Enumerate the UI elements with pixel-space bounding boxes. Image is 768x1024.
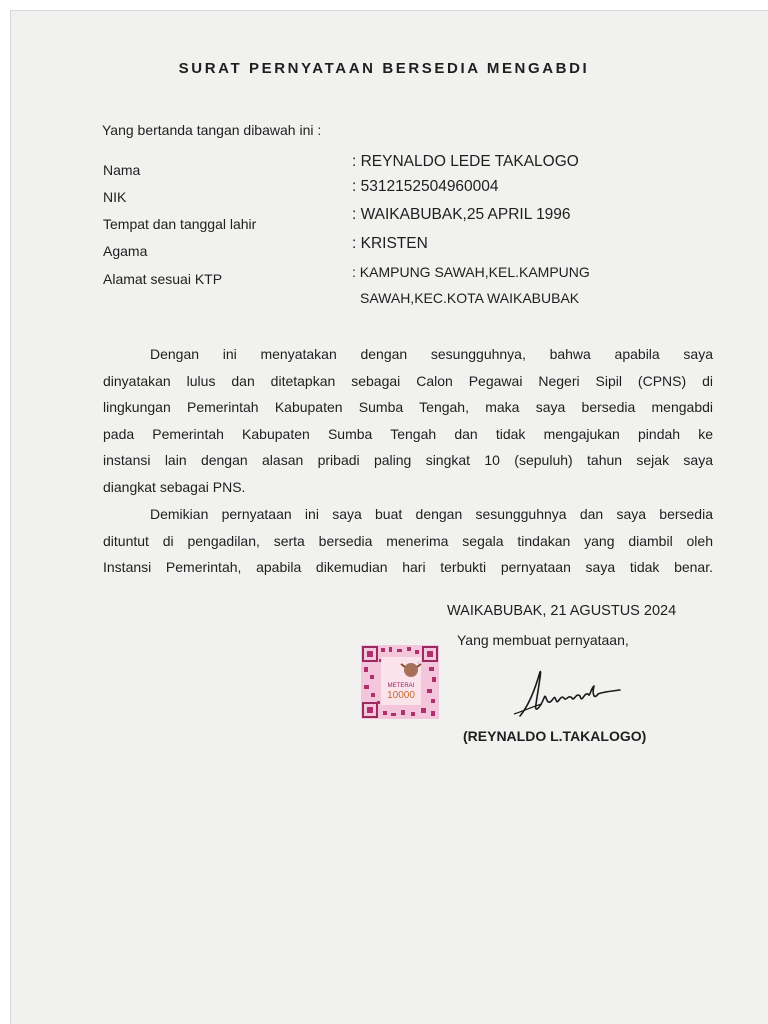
paragraph-closing <box>103 501 713 581</box>
label-ttl: Tempat dan tanggal lahir <box>103 216 257 232</box>
paragraph-line: Dengan ini menyatakan dengan sesungguhnya, bahwa apabila saya <box>150 346 713 362</box>
paragraph-line: dituntut di pengadilan, serta bersedia menerima segala tindakan yang diambil oleh <box>103 532 713 549</box>
label-nik: NIK <box>103 189 127 205</box>
handwritten-signature <box>512 664 624 724</box>
value-ttl: : WAIKABUBAK,25 APRIL 1996 <box>352 206 571 223</box>
document-title: SURAT PERNYATAAN BERSEDIA MENGABDI <box>178 60 590 77</box>
paragraph-line: pada Pemerintah Kabupaten Sumba Tengah dan tidak mengajukan pindah ke <box>103 425 713 442</box>
paragraph-line: lingkungan Pemerintah Kabupaten Sumba Tengah, maka saya bersedia mengabdi <box>103 399 713 415</box>
paragraph-line: dinyatakan lulus dan ditetapkan sebagai Calon Pegawai Negeri Sipil (CPNS) di <box>103 372 713 389</box>
paragraph-line: Instansi Pemerintah, apabila dikemudian hari terbukti pernyataan saya tidak benar. <box>103 559 713 575</box>
maker-label: Yang membuat pernyataan, <box>457 632 629 648</box>
paragraph-statement <box>103 341 713 500</box>
meterai-stamp <box>361 645 439 719</box>
value-nama: : REYNALDO LEDE TAKALOGO <box>352 153 579 170</box>
value-agama: : KRISTEN <box>352 235 428 252</box>
paragraph-line: diangkat sebagai PNS. <box>103 478 246 495</box>
meterai-amount: 10000 <box>387 690 415 701</box>
value-nik: : 5312152504960004 <box>352 178 499 195</box>
meterai-label: METERAI <box>387 683 415 689</box>
signer-name: (REYNALDO L.TAKALOGO) <box>463 728 647 744</box>
paragraph-line: Demikian pernyataan ini saya buat dengan sesungguhnya dan saya bersedia <box>150 506 713 522</box>
paragraph-line: instansi lain dengan alasan pribadi paling singkat 10 (sepuluh) tahun sejak saya <box>103 452 713 468</box>
value-alamat-line2: SAWAH,KEC.KOTA WAIKABUBAK <box>360 290 580 306</box>
intro-text: Yang bertanda tangan dibawah ini : <box>102 122 322 138</box>
place-date: WAIKABUBAK, 21 AGUSTUS 2024 <box>447 603 677 619</box>
label-nama: Nama <box>103 162 141 178</box>
value-alamat-line1: : KAMPUNG SAWAH,KEL.KAMPUNG <box>352 264 590 280</box>
label-alamat: Alamat sesuai KTP <box>103 271 223 287</box>
label-agama: Agama <box>103 243 148 259</box>
